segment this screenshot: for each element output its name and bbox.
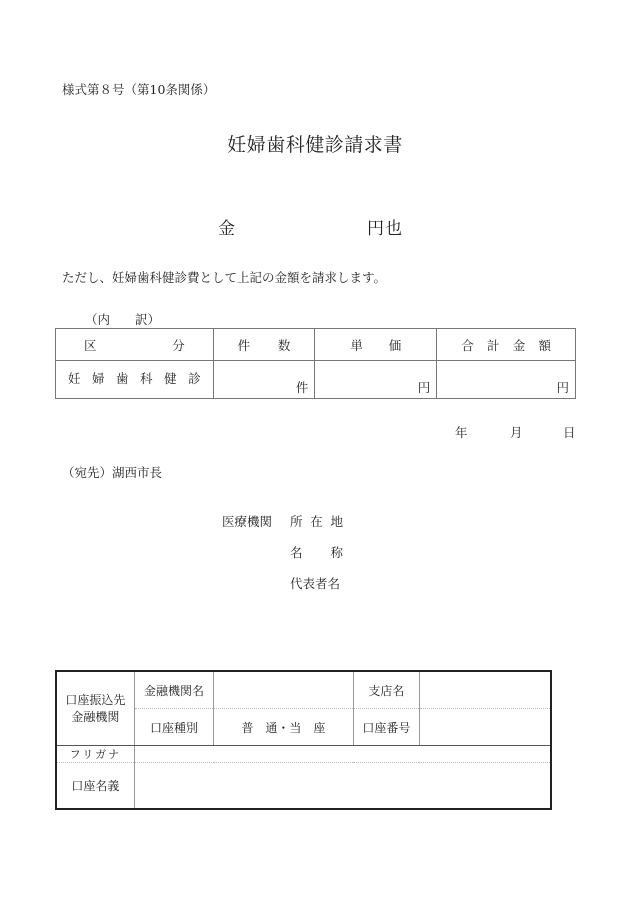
transfer-bank-section-label: 口座振込先 金融機関: [56, 671, 134, 746]
representative-label: 代表者名: [290, 576, 341, 591]
header-total-amount: 合 計 金 額: [437, 329, 576, 361]
total-input-cell[interactable]: [437, 361, 576, 399]
header-category: 区 分: [56, 329, 214, 361]
bank-account-table: [55, 670, 552, 810]
institution-name-label: 名 称: [290, 545, 343, 560]
branch-field[interactable]: [419, 671, 551, 709]
document-title: 妊婦歯科健診請求書: [227, 134, 403, 156]
count-unit: 件: [295, 380, 309, 395]
institution-address-field[interactable]: [355, 510, 575, 530]
bank-row-1: [56, 671, 551, 709]
account-number-field[interactable]: [419, 709, 551, 746]
bank-name-label: 金融機関名: [134, 671, 213, 709]
breakdown-label: （内 訳）: [85, 312, 161, 327]
account-number-label: 口座番号: [353, 709, 419, 746]
account-type-options[interactable]: 普 通・当 座: [214, 709, 354, 746]
institution-address-label: 所 在 地: [290, 514, 343, 529]
account-holder-field[interactable]: [134, 763, 551, 810]
category-cell: 妊 婦 歯 科 健 診: [56, 361, 214, 399]
furigana-row: [56, 746, 551, 763]
date-day-label: 日: [563, 425, 576, 440]
addressee: （宛先）湖西市長: [62, 465, 163, 480]
date-year-label: 年: [455, 425, 468, 440]
account-holder-label: 口座名義: [56, 763, 134, 810]
bank-name-field[interactable]: [214, 671, 354, 709]
amount-prefix: 金: [218, 219, 235, 239]
breakdown-header-row: [56, 329, 576, 361]
form-number: 様式第８号（第10条関係）: [62, 82, 216, 97]
amount-field[interactable]: [245, 212, 360, 234]
total-unit: 円: [556, 380, 569, 395]
breakdown-table: [55, 328, 576, 399]
count-input-cell[interactable]: [213, 361, 315, 399]
representative-field[interactable]: [355, 572, 575, 592]
account-type-label: 口座種別: [134, 709, 213, 746]
branch-label: 支店名: [353, 671, 419, 709]
header-unit-price: 単 価: [315, 329, 437, 361]
unit-price-input-cell[interactable]: [315, 361, 437, 399]
unit-price-unit: 円: [417, 380, 431, 395]
institution-name-field[interactable]: [355, 541, 575, 561]
furigana-label: フリガナ: [56, 746, 134, 763]
breakdown-data-row: [56, 361, 576, 399]
furigana-field[interactable]: [134, 746, 551, 763]
request-statement: ただし、妊婦歯科健診費として上記の金額を請求します。: [62, 270, 387, 285]
institution-label: 医療機関: [222, 514, 273, 529]
header-count: 件 数: [213, 329, 315, 361]
amount-suffix: 円也: [367, 219, 403, 239]
account-holder-row: [56, 763, 551, 810]
date-month-label: 月: [510, 425, 523, 440]
